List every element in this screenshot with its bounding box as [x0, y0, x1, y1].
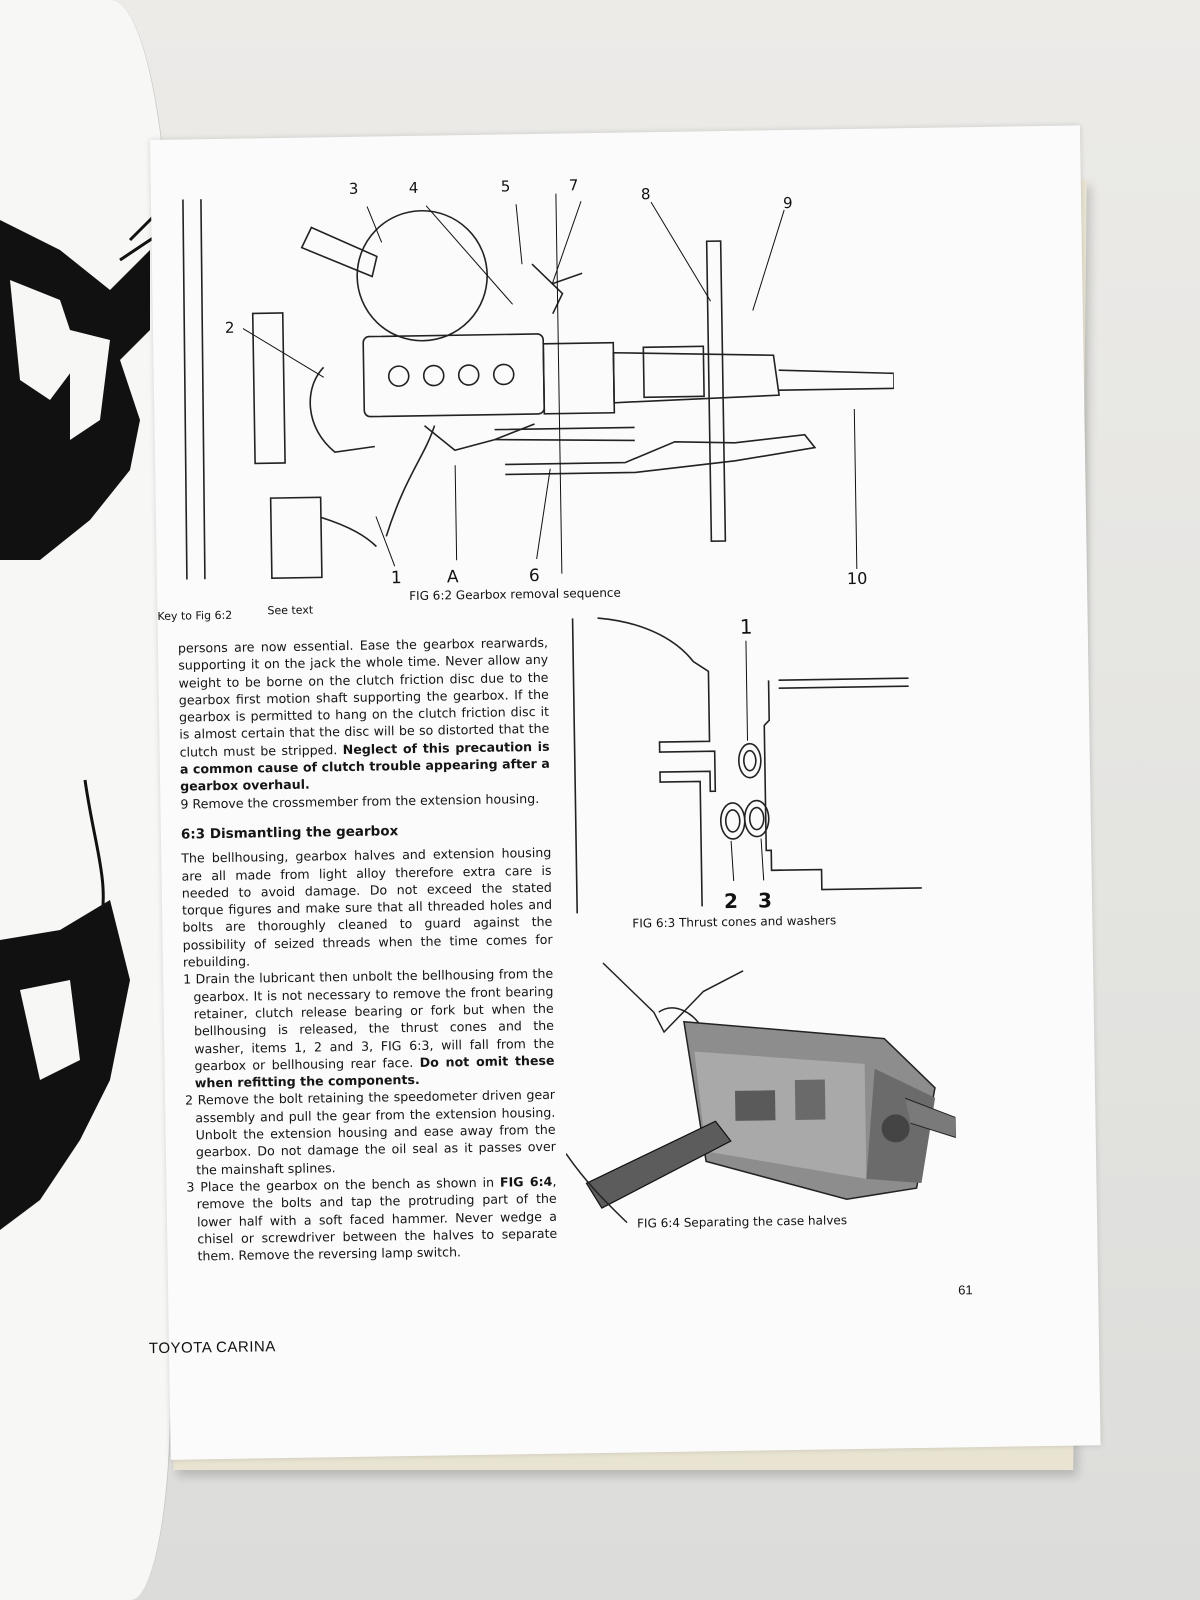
fig-label-a: A: [446, 567, 459, 588]
fig-label-1: 1: [390, 568, 402, 589]
step-1: 1 Drain the lubricant then unbolt the bellhousing from the gearbox. It is not necessary to remove the front bearing retainer, clutch release bearing or fork but when the bellhousing is released, the thrust cones and the washer, items 1, 2 and 3, FIG 6:3, will fall from the gearbox or bellhousing rear face.: [183, 966, 555, 1074]
step-1-warning: Do not omit these when refitting the components.: [194, 1052, 555, 1091]
fig-label-9: 9: [782, 193, 793, 213]
figure-6-4: [563, 947, 957, 1233]
figure-6-3: [567, 608, 932, 931]
left-facing-page: [0, 0, 171, 1600]
page-number: 61: [958, 1282, 973, 1298]
step-9: 9 Remove the crossmember from the extension housing.: [180, 790, 540, 812]
manual-page: [150, 125, 1101, 1459]
intro-warning: Neglect of this precaution is a common cause of clutch trouble appearing after a gearbox overhaul.: [179, 738, 550, 794]
thrust-cones-illustration: [567, 608, 932, 924]
figure-6-2: [171, 168, 898, 603]
step-3-part-b: , remove the bolts and tap the protruding part of the lower half with a soft faced hammer. Never wedge a chisel or screwdriver between the halves to separate them. Remove the reversing lamp switch.: [196, 1173, 558, 1264]
fig-label-5: 5: [500, 177, 511, 196]
gearbox-removal-illustration: [171, 168, 898, 599]
running-footer-title: TOYOTA CARINA: [148, 1338, 276, 1358]
step-2: 2 Remove the bolt retaining the speedometer driven gear assembly and pull the gear from the extension housing. Unbolt the extension housing and ease away from the gearbox. Do not damage the oil seal as it passes over the mainshaft splines.: [184, 1087, 556, 1178]
left-page-drawing: [0, 0, 170, 1600]
fig-label-10: 10: [846, 568, 868, 589]
section-paragraph: The bellhousing, gearbox halves and extension housing are all made from light alloy therefore extra care is needed to avoid damage. Do not exceed the stated torque figures and make sure that all threaded holes and bolts are thoroughly cleaned to guard against the possibility of seized threads when the time comes for rebuilding.: [181, 845, 553, 970]
step-3-part-a: 3 Place the gearbox on the bench as shown in: [186, 1174, 495, 1195]
fig-6-3-label-2: 2: [723, 888, 739, 914]
key-text: See text: [267, 603, 314, 618]
body-text-column: [178, 634, 558, 1265]
fig-6-2-caption: FIG 6:2 Gearbox removal sequence: [409, 585, 621, 603]
fig-label-2: 2: [224, 318, 235, 337]
fig-6-3-label-3: 3: [757, 888, 773, 913]
intro-paragraph: persons are now essential. Ease the gearbox rearwards, supporting it on the jack the whole time. Never allow any weight to be borne on the clutch friction disc due to the gearbox first motion shaft supporting the gearbox. If the gearbox is permitted to hang on the clutch friction disc it is almost certain that the disc will be so distorted that the clutch must be stripped.: [177, 634, 550, 760]
fig-label-7: 7: [568, 176, 579, 195]
step-3-fig-ref: FIG 6:4: [499, 1173, 553, 1190]
fig-6-4-caption: FIG 6:4 Separating the case halves: [636, 1213, 848, 1231]
section-heading: 6:3 Dismantling the gearbox: [180, 823, 399, 843]
fig-label-6: 6: [528, 565, 540, 587]
fig-6-3-label-1: 1: [739, 614, 753, 639]
fig-6-3-caption: FIG 6:3 Thrust cones and washers: [632, 913, 837, 931]
fig-label-8: 8: [640, 185, 651, 204]
key-label: Key to Fig 6:2: [157, 608, 233, 623]
separating-case-halves-photo: [563, 947, 957, 1233]
fig-label-3: 3: [348, 179, 359, 198]
fig-label-4: 4: [408, 178, 419, 197]
